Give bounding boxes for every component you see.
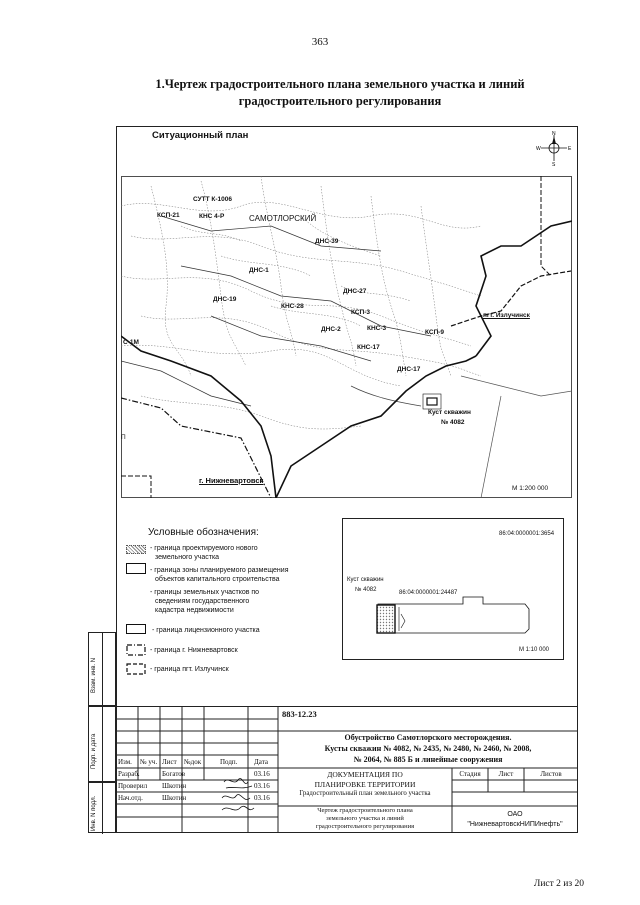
side-stamp-text: Инв. N подл. (91, 795, 97, 831)
drawing-name (278, 807, 452, 831)
sheet-footer: Лист 2 из 20 (533, 879, 584, 889)
map-scale: М 1:200 000 (512, 485, 549, 492)
col-doc: №док (184, 758, 202, 766)
role-2: Проверил (118, 782, 148, 790)
map-drawing (121, 176, 572, 498)
project-line: № 2064, № 885 Б и линейные сооружения (353, 755, 503, 764)
inset-scale: М 1:10 000 (519, 647, 550, 653)
role-3: Нач.отд. (118, 794, 143, 802)
org-line: ОАО (507, 811, 523, 818)
legend-item-city: - граница г. Нижневартовск (150, 647, 238, 654)
doc-type-line: Градостроительный план земельного участка (299, 790, 431, 797)
project-line: Кусты скважин № 4082, № 2435, № 2480, № 2460, № 2008, (324, 744, 532, 753)
stage-header: Стадия (459, 770, 481, 778)
col-uch: № уч. (140, 758, 158, 766)
map-label-dns19: ДНС-19 (213, 296, 237, 303)
col-izm: Изм. (118, 758, 132, 766)
bush-site-marker (427, 398, 437, 405)
map-label-bush-no: № 4082 (441, 419, 465, 426)
side-stamp-inv-orig (88, 782, 116, 833)
legend-swatch-license (126, 624, 146, 634)
drawing-name-line: Чертеж градостроительного плана (317, 807, 413, 814)
map-label-sutt: СУТТ К-1006 (193, 196, 232, 203)
map-label-bush: Куст скважин (428, 409, 471, 416)
compass-s: S (552, 162, 556, 166)
map-label-knc4r: КНС 4-Р (199, 213, 225, 220)
legend-text: - границы земельных участков по (150, 589, 260, 596)
legend-title: Условные обозначения: (148, 527, 259, 538)
map-label-knc3: КНС-3 (367, 325, 387, 332)
legend-item-zone (150, 566, 288, 584)
map-label-samotlor: САМОТЛОРСКИЙ (249, 214, 317, 223)
compass-w: W (536, 146, 541, 152)
doc-code: 883-12.23 (282, 709, 317, 719)
col-date: Дата (254, 758, 268, 766)
legend-swatch-zone (126, 563, 146, 574)
legend-text: объектов капитального строительства (155, 576, 280, 583)
legend-item-settlement: - граница пгт. Излучинск (150, 666, 229, 673)
drawing-name-line: градостроительного регулирования (315, 823, 415, 830)
map-label-dns2: ДНС-2 (321, 326, 341, 333)
title-line-1: 1.Чертеж градостроительного плана земельного участка и линий (155, 77, 525, 91)
side-stamp-inv-sub (88, 632, 116, 706)
organization (452, 810, 578, 830)
date-1: 03.16 (254, 770, 270, 778)
map-label-dns1: ДНС-1 (249, 267, 269, 274)
drawing-name-line: земельного участка и линий (326, 815, 404, 822)
situation-map (121, 176, 572, 498)
legend-text: - граница зоны планируемого размещения (150, 567, 289, 574)
col-list: Лист (162, 758, 177, 766)
map-label-dns27: ДНС-27 (343, 288, 367, 295)
compass-e: E (568, 146, 572, 152)
doc-type-line: ПЛАНИРОВКЕ ТЕРРИТОРИИ (314, 779, 416, 789)
license-boundary (121, 336, 276, 498)
name-3: Шкотин (162, 794, 187, 802)
map-label-ksp21: КСП-21 (157, 212, 180, 219)
legend-swatch-city (126, 644, 146, 656)
map-label-tp: П (121, 434, 126, 441)
col-podp: Подп. (220, 758, 238, 766)
legend-item-new-plot (150, 544, 258, 562)
date-2: 03.16 (254, 782, 270, 790)
signature-marks (222, 778, 254, 810)
org-line: "НижневартовскНИПИнефть" (467, 821, 563, 828)
map-label-c1m: С-1М (123, 339, 139, 346)
map-label-ksp3: КСП-3 (351, 309, 371, 316)
compass-icon (536, 130, 572, 166)
project-title (278, 732, 578, 765)
side-stamp-text: Подп. и дата (91, 733, 97, 769)
sheet-header: Лист (498, 770, 514, 778)
sheets-header: Листов (540, 770, 562, 778)
situation-plan-label: Ситуационный план (152, 130, 249, 141)
name-2: Шкотин (162, 782, 187, 790)
doc-type-line: ДОКУМЕНТАЦИЯ ПО (327, 770, 403, 779)
map-label-dns39: ДНС-39 (315, 238, 339, 245)
legend-item-license: - граница лицензионного участка (152, 627, 260, 634)
legend-item-cadastral (150, 588, 259, 615)
project-line: Обустройство Самотлорского месторождения. (344, 733, 512, 742)
map-label-knc28: КНС-28 (281, 303, 304, 310)
side-stamp-sign-date (88, 706, 116, 782)
title-block (116, 706, 578, 833)
map-label-izluchinsk: пгт. Излучинск (483, 312, 530, 319)
title-line-2: градостроительного регулирования (238, 94, 442, 108)
legend-swatch-new-plot (126, 545, 146, 554)
legend-text: - граница проектируемого нового (150, 545, 258, 552)
legend-text: земельного участка (155, 554, 220, 561)
name-1: Богатов (162, 770, 186, 778)
inset-cadastral-2: 86:04:0000001:24487 (399, 590, 458, 596)
inset-bush-no: № 4082 (355, 587, 377, 593)
compass-n: N (552, 131, 556, 137)
side-stamp-text: Взам. инв. N (91, 657, 97, 693)
doc-type (278, 770, 452, 799)
map-label-knc17: КНС-17 (357, 344, 380, 351)
page-title (60, 76, 620, 110)
role-1: Разраб. (118, 770, 140, 778)
map-pipelines (121, 216, 431, 406)
inset-plan (342, 518, 564, 660)
map-label-dns17: ДНС-17 (397, 366, 421, 373)
inset-bush: Куст скважин (347, 577, 384, 583)
map-label-nizhnevartovsk: г. Нижневартовск (199, 476, 264, 485)
page-number: 363 (311, 36, 329, 48)
date-3: 03.16 (254, 794, 270, 802)
map-label-ksp9: КСП-9 (425, 329, 445, 336)
inset-cadastral-1: 86:04:0000001:3654 (499, 531, 555, 537)
legend-swatch-settlement (126, 663, 146, 675)
legend-text: кадастра недвижимости (155, 607, 234, 614)
legend-text: сведениям государственного (155, 598, 250, 605)
